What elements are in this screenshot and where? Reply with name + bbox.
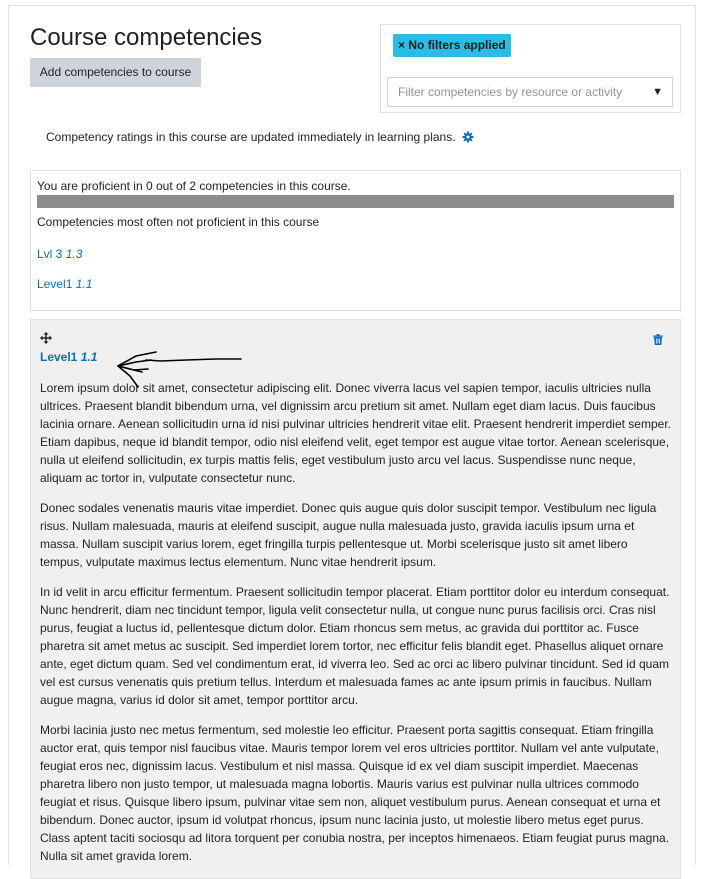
page-title: Course competencies [30, 24, 263, 51]
competency-idnumber: 1.1 [80, 350, 98, 364]
proficiency-summary [30, 170, 681, 311]
course-competencies-page [8, 5, 696, 865]
competency-title-link[interactable] [40, 350, 97, 364]
competency-description [40, 379, 672, 877]
competency-link-name: Level1 [37, 277, 73, 291]
description-paragraph: In id velit in arcu efficitur fermentum. Praesent sollicitudin tempor placerat. Etiam porttitor dolor eu interdum consequat. Nunc hendrerit, diam nec tincidunt tempor, ligula velit consectetur nulla, ut congue nunc purus facilisis orci. Cras nisl purus, feugiat a luctus id, pellentesque dictum dolor. Etiam rhoncus sem metus, ac gravida dui porttitor ac. Fusce pharetra sit amet metus ac suscipit. Sed imperdiet lorem tortor, nec efficitur felis blandit eget. Phasellus aliquet ornare ante, eget dictum quam. Sed vel condimentum erat, id viverra leo. Sed ac orci ac libero pulvinar tincidunt. Sed id quam vel est cursus venenatis quis pretium tellus. Interdum et malesuada fames ac ante ipsum primis in faucibus. Nullam augue magna, varius id dolor sit amet, tempor porttitor arcu. [40, 585, 670, 707]
competency-detail-panel [30, 319, 681, 879]
competency-link-level1[interactable] [37, 277, 92, 291]
caret-down-icon[interactable]: ▼ [652, 86, 663, 98]
description-paragraph: Donec sodales venenatis mauris vitae imperdiet. Donec quis augue quis dolor suscipit tempor. Vestibulum nec ligula risus. Nullam malesuada, mauris at eleifend suscipit, augue nulla malesuada justo, gravida iaculis ipsum urna et massa. Nullam suscipit varius lorem, eget fringilla turpis pellentesque ut. Morbi scelerisque justo sit amet libero tempus, vulputate maximus lectus elementum. Nunc vitae hendrerit ipsum. [40, 501, 657, 569]
description-paragraph: Morbi lacinia justo nec metus fermentum, sed molestie leo efficitur. Praesent porta sagittis consequat. Etiam fringilla auctor erat, quis tempor nisl faucibus vitae. Mauris tempor lorem vel eros ultricies porttitor. Nullam vel ante vulputate, feugiat eros nec, dignissim lacus. Vestibulum et nisl massa. Quisque id ex vel diam suscipit imperdiet. Maecenas pharetra libero non justo tempor, ut malesuada magna lobortis. Mauris varius est pulvinar nulla ultrices commodo feugiat et risus. Quisque libero ipsum, pulvinar vitae sem non, aliquet vestibulum purus. Aenean consequat et urna et bibendum. Donec auctor, ipsum id volutpat rhoncus, ipsum nunc lacinia justo, ut molestie libero metus eget purus. Class aptent taciti sociosqu ad litora torquent per conubia nostra, per inceptos himenaeos. Etiam feugiat purus magna. Nulla sit amet gravida lorem. [40, 723, 670, 863]
add-competencies-button[interactable]: Add competencies to course [30, 58, 201, 87]
gear-icon[interactable] [462, 131, 474, 146]
move-icon[interactable] [40, 331, 52, 349]
filter-panel [380, 24, 681, 113]
filter-by-activity-select[interactable] [387, 77, 673, 107]
no-filters-label: No filters applied [408, 38, 506, 52]
close-icon[interactable]: × [398, 38, 406, 52]
filter-select-placeholder: Filter competencies by resource or activity [398, 85, 623, 99]
competency-link-lvl3[interactable] [37, 247, 82, 261]
no-filters-badge[interactable] [393, 34, 511, 57]
description-paragraph: Lorem ipsum dolor sit amet, consectetur adipiscing elit. Donec viverra lacus vel sapien tempor, iaculis ultricies nulla ultrices. Praesent blandit bibendum urna, vel dignissim arcu pretium sit amet. Nullam eget diam lacus. Duis faucibus lacinia ornare. Aenean sollicitudin urna id nisi pulvinar ultricies hendrerit vitae elit. Praesent hendrerit imperdiet semper. Etiam dapibus, neque id blandit tempor, odio nisl eleifend velit, eget tempor est augue vitae tortor. Aenean scelerisque, nulla ut eleifend sollicitudin, ex turpis mattis felis, eget vestibulum justo arcu vel lacus. Suspendisse nunc neque, aliquam ac tortor in, vulputate consectetur nunc. [40, 381, 671, 485]
proficiency-text: You are proficient in 0 out of 2 competencies in this course. [37, 179, 351, 193]
ratings-info-text: Competency ratings in this course are updated immediately in learning plans. [46, 130, 456, 144]
not-proficient-heading: Competencies most often not proficient in this course [37, 215, 320, 229]
ratings-info [46, 130, 474, 146]
competency-link-idnumber: 1.1 [75, 277, 93, 291]
proficiency-progress-bar [37, 195, 674, 208]
competency-link-idnumber: 1.3 [65, 247, 83, 261]
trash-icon[interactable] [653, 332, 663, 350]
competency-link-name: Lvl 3 [37, 247, 63, 261]
competency-name: Level1 [40, 350, 78, 364]
